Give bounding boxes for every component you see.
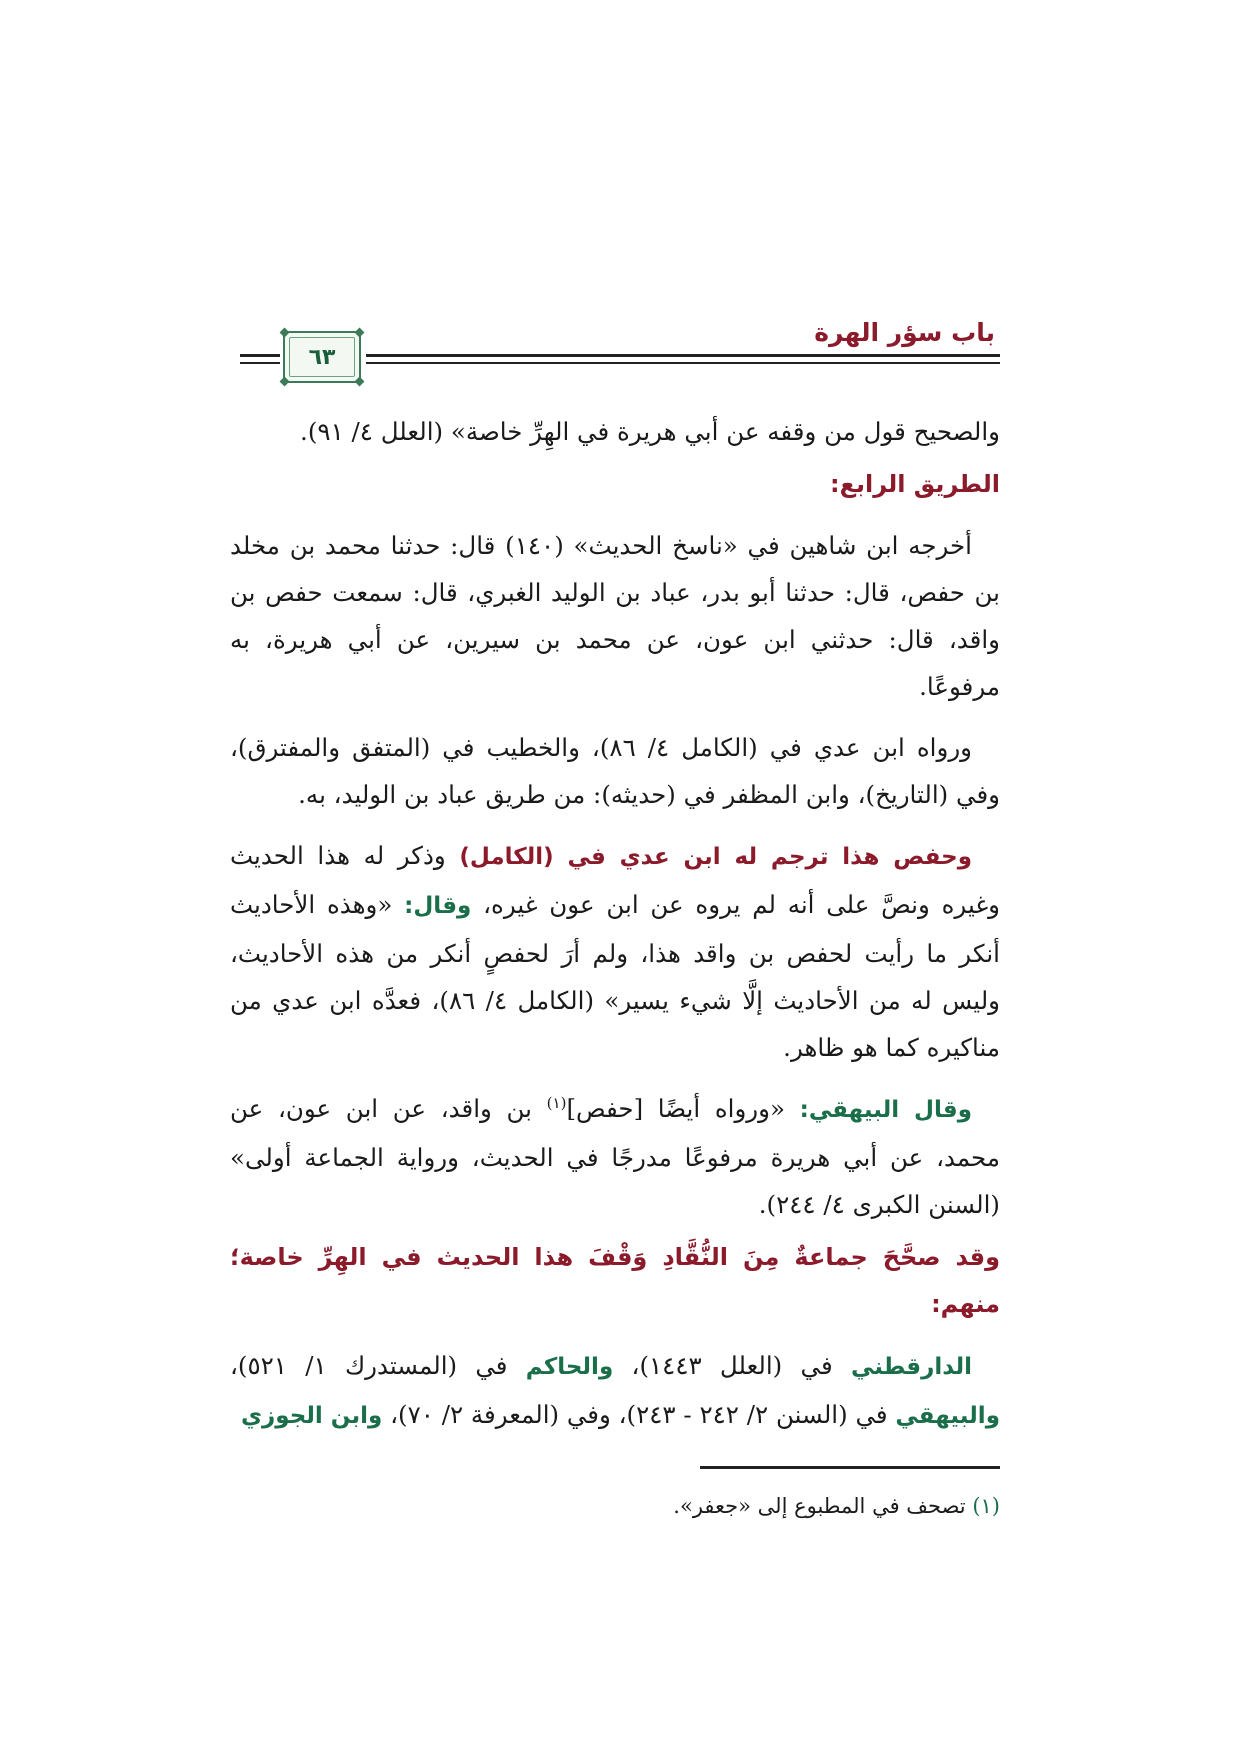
text-segment: «ورواه أيضًا [حفص] (566, 1094, 800, 1123)
text-segment: في (العلل ١٤٤٣)، (613, 1351, 851, 1380)
footnote-text: تصحف في المطبوع إلى «جعفر». (673, 1494, 973, 1518)
footnote-reference[interactable]: (١) (546, 1093, 567, 1112)
highlight-hafs-translation: وحفص هذا ترجم له ابن عدي في (الكامل) (459, 844, 973, 870)
footnote-1 (230, 1490, 1000, 1522)
highlight-bayhaqi: والبيهقي (895, 1403, 1000, 1429)
ornament-corner (355, 377, 365, 387)
header-rule-left-top (240, 354, 280, 357)
text-segment: بن واقد، عن ابن عون، عن محمد، عن أبي هريرة مرفوعًا مدرجًا في الحديث، ورواية الجماعة أولى» (السنن الكبرى ٤/ ٢٤٤). (230, 1094, 1000, 1219)
highlight-daraqutni: الدارقطني (850, 1354, 973, 1380)
header-rule-left-bottom (240, 362, 280, 364)
header-rule-right-top (366, 354, 1000, 357)
highlight-ibn-jawzi: وابن الجوزي (240, 1403, 383, 1429)
highlight-said: وقال: (404, 893, 472, 919)
paragraph-bayhaqi-quote (230, 1085, 1000, 1228)
paragraph-hafs-critique (230, 832, 1000, 1071)
section-heading-critics: وقد صحَّحَ جماعةٌ مِنَ النُّقَّادِ وَقْفَ هذا الحديث في الهِرِّ خاصة؛ منهم: (230, 1243, 1000, 1318)
ornament-corner (280, 328, 290, 338)
paragraph-ibn-adi-narration: ورواه ابن عدي في (الكامل ٤/ ٨٦)، والخطيب في (المتفق والمفترق)، وفي (التاريخ)، وابن المظفر في (حديثه): من طريق عباد بن الوليد، به. (230, 733, 1000, 809)
footnote-separator (700, 1466, 1000, 1469)
ornament-corner (355, 328, 365, 338)
text-segment: وذكر له هذا الحديث وغيره ونصَّ على أنه لم يروه عن ابن عون غيره، (230, 841, 1000, 919)
header-rule-right-bottom (366, 362, 1000, 364)
running-title: باب سؤر الهرة (814, 318, 995, 347)
text-segment: في (المستدرك ١/ ٥٢١)، (230, 1351, 526, 1380)
text-segment: في (السنن ٢/ ٢٤٢ - ٢٤٣)، وفي (المعرفة ٢/ ٧٠)، (382, 1400, 896, 1429)
main-text (230, 408, 1000, 1440)
ornament-corner (280, 377, 290, 387)
text-segment: «وهذه الأحاديث أنكر ما رأيت لحفص بن واقد هذا، ولم أرَ لحفصٍ أنكر من هذه الأحاديث، وليس له من الأحاديث إلَّا شيء يسير» (الكامل ٤/ ٨٦)، فعدَّه ابن عدي من مناكيره كما هو ظاهر. (230, 890, 1001, 1062)
highlight-hakim: والحاكم (525, 1354, 614, 1380)
page-number-badge (283, 331, 361, 383)
paragraph-critics-list (230, 1342, 1000, 1440)
paragraph-closing-quote: والصحيح قول من وقفه عن أبي هريرة في الهِرِّ خاصة» (العلل ٤/ ٩١). (300, 417, 1000, 446)
footnote-number: (١) (972, 1494, 1000, 1518)
highlight-bayhaqi-said: وقال البيهقي: (799, 1097, 972, 1123)
page-number: ٦٣ (308, 344, 336, 370)
paragraph-ibn-shahin: أخرجه ابن شاهين في «ناسخ الحديث» (١٤٠) قال: حدثنا محمد بن مخلد بن حفص، قال: حدثنا أبو بدر، عباد بن الوليد الغبري، قال: سمعت حفص بن واقد، قال: حدثني ابن عون، عن محمد بن سيرين، عن أبي هريرة، به مرفوعًا. (230, 531, 1000, 701)
section-heading-fourth-path: الطريق الرابع: (830, 470, 1000, 498)
